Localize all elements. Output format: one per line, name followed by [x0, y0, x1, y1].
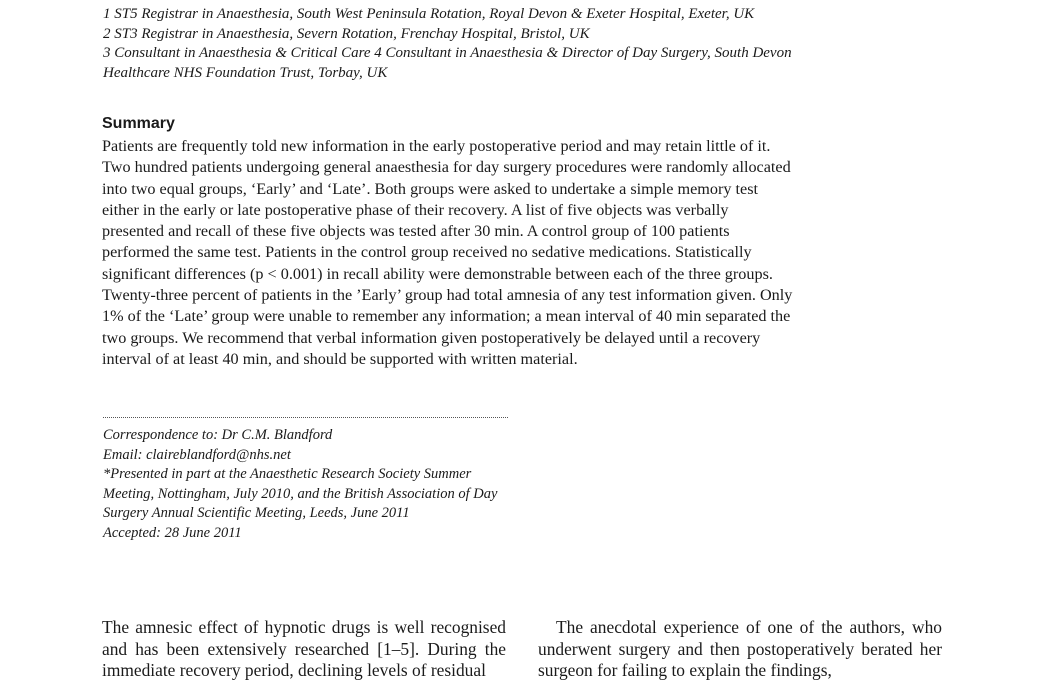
- body-paragraph-left: The amnesic effect of hypnotic drugs is well recognised and has been extensively researched [1–5]. During the immediate recovery period, declining levels of residual: [102, 617, 506, 680]
- body-column-left: [102, 617, 506, 682]
- presentation-note: *Presented in part at the Anaesthetic Research Society Summer Meeting, Nottingham, July 2010, and the British Association of Day Surgery Annual Scientific Meeting, Leeds, June 2011: [103, 466, 498, 521]
- correspondence-author: Correspondence to: Dr C.M. Blandford: [103, 427, 333, 443]
- summary-abstract: Patients are frequently told new information in the early postoperative period and may retain little of it. Two hundred patients undergoing general anaesthesia for day surgery procedures were randomly allocated into two equal groups, ‘Early’ and ‘Late’. Both groups were asked to undertake a simple memory test either in the early or late postoperative phase of their recovery. A list of five objects was verbally presented and recall of these five objects was tested after 30 min. A control group of 100 patients performed the same test. Patients in the control group received no sedative medications. Statistically significant differences (p < 0.001) in recall ability were demonstrable between each of the three groups. Twenty-three percent of patients in the ’Early’ group had total amnesia of any test information given. Only 1% of the ‘Late’ group were unable to remember any information; a mean interval of 40 min separated the two groups. We recommend that verbal information given postoperatively be delayed until a recovery interval of at least 40 min, and should be supported with written material.: [102, 137, 793, 368]
- footnote-divider: [103, 417, 508, 418]
- affiliation-3: 3 Consultant in Anaesthesia & Critical Care 4 Consultant in Anaesthesia & Director of Day Surgery, South Devon Healthcare NHS Foundation Trust, Torbay, UK: [103, 45, 792, 81]
- body-paragraph-right: The anecdotal experience of one of the authors, who underwent surgery and then postoperatively berated her surgeon for failing to explain the findings,: [538, 617, 942, 680]
- summary-heading: Summary: [102, 115, 175, 132]
- body-column-right: [538, 617, 942, 682]
- correspondence-email: Email: claireblandford@nhs.net: [103, 446, 291, 463]
- affiliation-1: 1 ST5 Registrar in Anaesthesia, South West Peninsula Rotation, Royal Devon & Exeter Hospital, Exeter, UK: [103, 6, 755, 22]
- correspondence-block: [103, 426, 523, 543]
- accepted-date: Accepted: 28 June 2011: [103, 524, 242, 541]
- affiliation-2: 2 ST3 Registrar in Anaesthesia, Severn Rotation, Frenchay Hospital, Bristol, UK: [103, 25, 590, 42]
- author-affiliations: [103, 5, 803, 83]
